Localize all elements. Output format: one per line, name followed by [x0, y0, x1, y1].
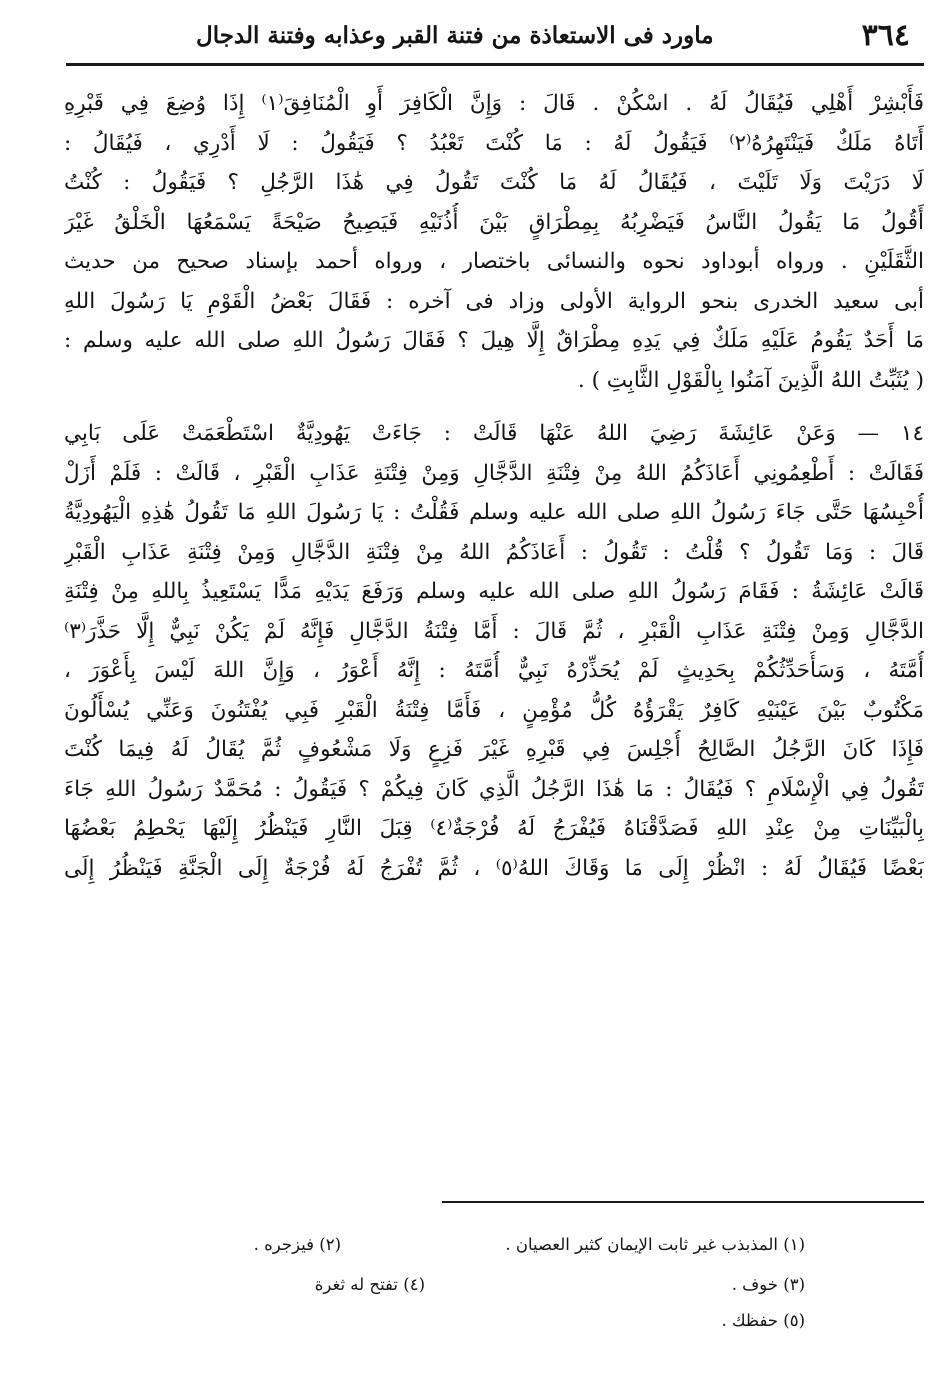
text-line: تَقُولُ فِي الْإِسْلَامِ ؟ فَيُقَالُ : مَا هَٰذَا الرَّجُلُ الَّذِي كَانَ فِيكُمْ ؟ فَيَقُولُ : مُحَمَّدٌ رَسُولُ اللهِ جَاءَ: [64, 776, 924, 802]
text-line: الدَّجَّالِ وَمِنْ فِتْنَةِ عَذَابِ الْقَبْرِ ، ثُمَّ قَالَ : أَمَّا فِتْنَةُ الدَّجَّالِ فَإِنَّهُ لَمْ يَكُنْ نَبِيٌّ إِلَّا حَذَّرَ⁽٣⁾: [64, 618, 924, 644]
footnote-rule: [442, 1201, 924, 1203]
hadith-14-opening-line: ١٤ — وَعَنْ عَائِشَةَ رَضِيَ اللهُ عَنْهَا قَالَتْ : جَاءَتْ يَهُودِيَّةٌ اسْتَطْعَمَتْ عَلَى بَابِي: [64, 421, 924, 446]
text-line: أُحْبِسُهَا حَتَّى جَاءَ رَسُولُ اللهِ صلى الله عليه وسلم فَقُلْتُ : يَا رَسُولَ اللهِ مَا تَقُولُ هَٰذِهِ الْيَهُودِيَّةُ: [64, 500, 924, 525]
footnote-3: (٣) خوف .: [731, 1275, 805, 1294]
text-line: مَا أَحَدٌ يَقُومُ عَلَيْهِ مَلَكٌ فِي يَدِهِ مِطْرَاقٌ إِلَّا هِيلَ ؟ فَقَالَ رَسُولُ اللهِ صلى الله عليه وسلم :: [64, 328, 924, 353]
text-line: مَكْتُوبٌ بَيْنَ عَيْنَيْهِ كَافِرٌ يَقْرَؤُهُ كُلُّ مُؤْمِنٍ ، فَأَمَّا فِتْنَةُ الْقَبْرِ فَبِي يُفْتَنُونَ وَعَنِّي يُسْأَلُونَ: [64, 697, 924, 723]
text-line: فَأَبْشِرْ أَهْلِي فَيُقَالُ لَهُ . اسْكُنْ . قَالَ : وَإِنَّ الْكَافِرَ أَوِ الْمُنَافِقَ⁽١⁾ إِذَا وُضِعَ فِي قَبْرِهِ: [64, 91, 924, 116]
header-rule: [66, 63, 924, 66]
text-line: بِالْبَيِّنَاتِ مِنْ عِنْدِ اللهِ فَصَدَّقْنَاهُ فَيُفْرَجُ لَهُ فُرْجَةٌ⁽٤⁾ قِبَلَ النَّارِ فَيَنْظُرُ إِلَيْهَا يَحْطِمُ بَعْضُهَا: [64, 816, 924, 841]
text-line: أَتَاهُ مَلَكٌ فَيَنْتَهِرُهُ⁽٢⁾ فَيَقُولُ لَهُ : مَا كُنْتَ تَعْبُدُ ؟ فَيَقُولُ : لَا أَدْرِي ، فَيُقَالُ :: [64, 130, 924, 156]
text-line: ( يُثَبِّتُ اللهُ الَّذِينَ آمَنُوا بِالْقَوْلِ الثَّابِتِ ) .: [577, 367, 924, 393]
text-line: أُمَّتَهُ ، وَسَأُحَدِّثُكُمْ بِحَدِيثٍ لَمْ يُحَذِّرْهُ نَبِيٌّ أُمَّتَهُ : إِنَّهُ أَعْوَرُ ، وَإِنَّ اللهَ لَيْسَ بِأَعْوَرَ ،: [64, 658, 924, 683]
text-line: فَإِذَا كَانَ الرَّجُلُ الصَّالِحُ أُجْلِسَ فِي قَبْرِهِ غَيْرَ فَزِعٍ وَلَا مَشْعُوفٍ ثُمَّ يُقَالُ لَهُ فِيمَا كُنْتَ: [64, 737, 924, 762]
text-line: أَقُولُ مَا يَقُولُ النَّاسُ فَيَضْرِبُهُ بِمِطْرَاقٍ بَيْنَ أُذُنَيْهِ فَيَصِيحُ صَيْحَةً يَسْمَعُهَا الْخَلْقُ غَيْرَ: [64, 209, 924, 235]
page-header: [66, 14, 924, 60]
text-line: بَعْضًا فَيُقَالُ لَهُ : انْظُرْ إِلَى مَا وَقَاكَ اللهُ⁽٥⁾ ، ثُمَّ تُفْرَجُ لَهُ فُرْجَةٌ إِلَى الْجَنَّةِ فَيَنْظُرُ إِلَى: [64, 855, 924, 881]
text-line: فَقَالَتْ : أَطْعِمُونِي أَعَاذَكُمُ اللهُ مِنْ فِتْنَةِ الدَّجَّالِ وَمِنْ فِتْنَةِ عَذَابِ الْقَبْرِ ، قَالَتْ : فَلَمْ أَزَلْ: [64, 460, 924, 486]
running-title: ماورد فى الاستعاذة من فتنة القبر وعذابه وفتنة الدجال: [196, 22, 714, 49]
main-text: [64, 84, 924, 888]
text-line: قَالَتْ عَائِشَةُ : فَقَامَ رَسُولُ اللهِ صلى الله عليه وسلم وَرَفَعَ يَدَيْهِ مَدًّا يَسْتَعِيذُ بِاللهِ مِنْ فِتْنَةِ: [64, 579, 924, 604]
page-number: ٣٦٤: [861, 18, 910, 53]
text-line: الثَّقَلَيْنِ . ورواه أبوداود نحوه والنسائى باختصار ، ورواه أحمد بإسناد صحيح من حديث: [64, 249, 924, 274]
footnote-4: (٤) تفتح له ثغرة: [314, 1275, 425, 1294]
footnote-5: (٥) حفظك .: [721, 1311, 805, 1330]
text-line: قَالَ : وَمَا تَقُولُ ؟ قُلْتُ : تَقُولُ : أَعَاذَكُمُ اللهُ مِنْ فِتْنَةِ الدَّجَّالِ وَمِنْ فِتْنَةِ عَذَابِ الْقَبْرِ: [64, 539, 924, 565]
text-line: أبى سعيد الخدرى بنحو الرواية الأولى وزاد فى آخره : فَقَالَ بَعْضُ الْقَوْمِ يَا رَسُولَ اللهِ: [64, 288, 924, 314]
footnote-2: (٢) فيزجره .: [253, 1235, 341, 1254]
footnote-1: (١) المذبذب غير ثابت الإيمان كثير العصيان .: [505, 1235, 805, 1254]
text-line: لَا دَرَيْتَ وَلَا تَلَيْتَ ، فَيُقَالُ لَهُ مَا كُنْتَ تَقُولُ فِي هَٰذَا الرَّجُلِ ؟ فَيَقُولُ : كُنْتُ: [64, 170, 924, 195]
